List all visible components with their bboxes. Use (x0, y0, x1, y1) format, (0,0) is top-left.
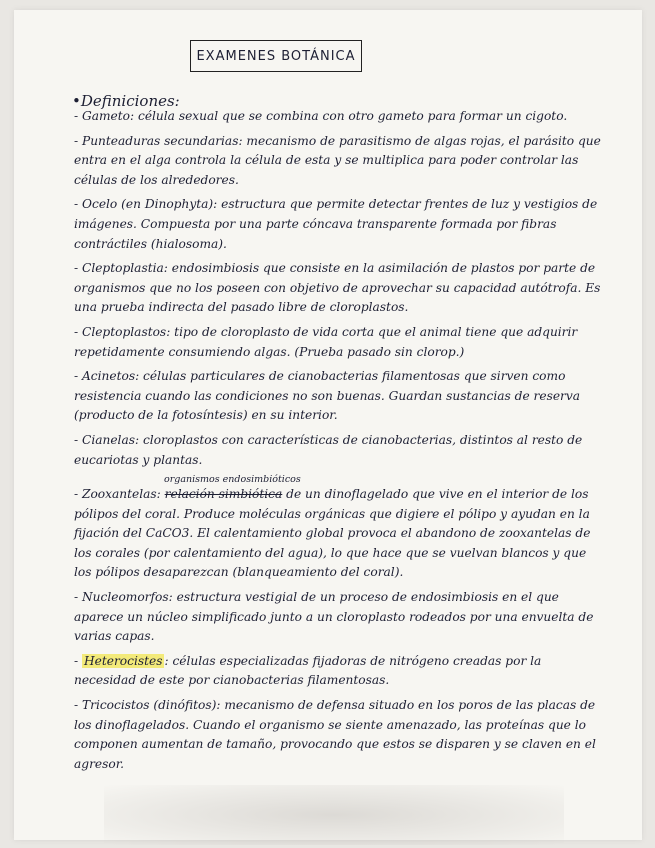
definition-text: de un dinoflagelado que vive en el interior de los pólipos del coral. Produce moléculas orgánicas que digiere el pólipo y ayudan en la fijación del CaCO3. El calentamiento global provoca el abandono de zooxantelas de los corales (por calentamiento del agua), lo que hace que se vuelvan blancos y que los pólipos desaparezcan (blanqueamiento del coral). (74, 487, 591, 580)
definition-text: : estructura que permite detectar frentes de luz y vestigios de imágenes. Compuesta por una parte cóncava transparente formada por fibras contráctiles (hialosoma). (74, 197, 598, 251)
term: Cleptoplastos (82, 324, 167, 339)
definition-zooxantelas: organismos endosimbióticos - Zooxantelas: relación simbiótica de un dinoflagelado que vive en el interior de los pólipos del coral. Produce moléculas orgánicas que digiere el pólipo y ayudan en la fijación del CaCO3. El calentamiento global provoca el abandono de zooxantelas de los corales (por calentamiento del agua), lo que hace que se vuelvan blancos y que los pólipos desaparezcan (blanqueamiento del coral). (74, 475, 604, 583)
term: Acinetos (82, 369, 136, 384)
definition-cleptoplastia: - Cleptoplastia: endosimbiosis que consiste en la asimilación de plastos por parte de organismos que no los poseen con objetivo de aprovechar su capacidad autótrofa. Es una prueba indirecta del pasado libre de cloroplastos. (74, 261, 601, 315)
definition-text: : células particulares de cianobacterias filamentosas que sirven como resistencia cuando las condiciones no son buenas. Guardan sustancias de reserva (producto de la fotosíntesis) en su interior. (74, 369, 581, 423)
definition-text: : tipo de cloroplasto de vida corta que el animal tiene que adquirir repetidamente consumiendo algas. (Prueba pasado sin clorop.) (74, 324, 578, 359)
definitions-list (74, 107, 604, 779)
term: Nucleomorfos (82, 590, 169, 605)
term: Cianelas (82, 432, 135, 447)
definition-text: : endosimbiosis que consiste en la asimilación de plastos por parte de organismos que no los poseen con objetivo de aprovechar su capacidad autótrofa. Es una prueba indirecta del pasado libre de cloroplastos. (74, 261, 601, 315)
term: Ocelo (en Dinophyta) (82, 197, 214, 212)
inserted-note: organismos endosimbióticos (164, 474, 301, 486)
highlighted-term: Heterocistes (84, 653, 163, 668)
definition-acinetos: - Acinetos: células particulares de cianobacterias filamentosas que sirven como resistencia cuando las condiciones no son buenas. Guardan sustancias de reserva (producto de la fotosíntesis) en su interior. (74, 369, 581, 423)
term: Punteaduras secundarias (82, 133, 239, 148)
definition-text: : estructura vestigial de un proceso de endosimbiosis en el que aparece un núcleo simplificado junto a un cloroplasto rodeados por una envuelta de varias capas. (74, 590, 594, 644)
term: Tricocistos (dinófitos) (82, 698, 217, 713)
definition-cleptoplastos: - Cleptoplastos: tipo de cloroplasto de vida corta que el animal tiene que adquirir repetidamente consumiendo algas. (Prueba pasado sin clorop.) (74, 324, 578, 359)
term: Gameto (82, 109, 131, 123)
definition-text: : mecanismo de parasitismo de algas rojas, el parásito que entra en el alga controla la célula de esta y se multiplica para poder controlar las células de los alrededores. (74, 133, 601, 187)
page-title: EXAMENES BOTÁNICA (190, 40, 362, 72)
notebook-page (14, 10, 642, 840)
term: Zooxantelas (82, 487, 157, 502)
definition-text: : células especializadas fijadoras de nitrógeno creadas por la necesidad de este por cianobacterias filamentosas. (74, 653, 542, 688)
definition-ocelo: - Ocelo (en Dinophyta): estructura que permite detectar frentes de luz y vestigios de imágenes. Compuesta por una parte cóncava transparente formada por fibras contráctiles (hialosoma). (74, 197, 598, 251)
definition-gameto: - Gameto: célula sexual que se combina con otro gameto para formar un cigoto. (74, 109, 568, 123)
definition-punteaduras: - Punteaduras secundarias: mecanismo de parasitismo de algas rojas, el parásito que entra en el alga controla la célula de esta y se multiplica para poder controlar las células de los alrededores. (74, 133, 601, 187)
definition-text: : cloroplastos con características de cianobacterias, distintos al resto de eucariotas y plantas. (74, 432, 583, 467)
struck-text: relación simbiótica (164, 487, 283, 502)
definition-text: : célula sexual que se combina con otro gameto para formar un cigoto. (130, 109, 568, 123)
definition-cianelas: - Cianelas: cloroplastos con características de cianobacterias, distintos al resto de eucariotas y plantas. (74, 432, 583, 467)
definition-text: : mecanismo de defensa situado en los poros de las placas de los dinoflagelados. Cuando el organismo se siente amenazado, las proteínas que lo componen aumentan de tamaño, provocando que estos se disparen y se claven en el agresor. (74, 698, 596, 771)
term: Cleptoplastia (82, 261, 164, 276)
definition-heterocistes: - Heterocistes : células especializadas fijadoras de nitrógeno creadas por la necesidad de este por cianobacterias filamentosas. (74, 653, 542, 688)
section-heading: •Definiciones: (72, 92, 180, 110)
definition-nucleomorfos: - Nucleomorfos: estructura vestigial de un proceso de endosimbiosis en el que aparece un núcleo simplificado junto a un cloroplasto rodeados por una envuelta de varias capas. (74, 590, 594, 644)
definition-tricocistos: - Tricocistos (dinófitos): mecanismo de defensa situado en los poros de las placas de los dinoflagelados. Cuando el organismo se siente amenazado, las proteínas que lo componen aumentan de tamaño, provocando que estos se disparen y se claven en el agresor. (74, 698, 596, 771)
paper-shadow (104, 785, 564, 845)
